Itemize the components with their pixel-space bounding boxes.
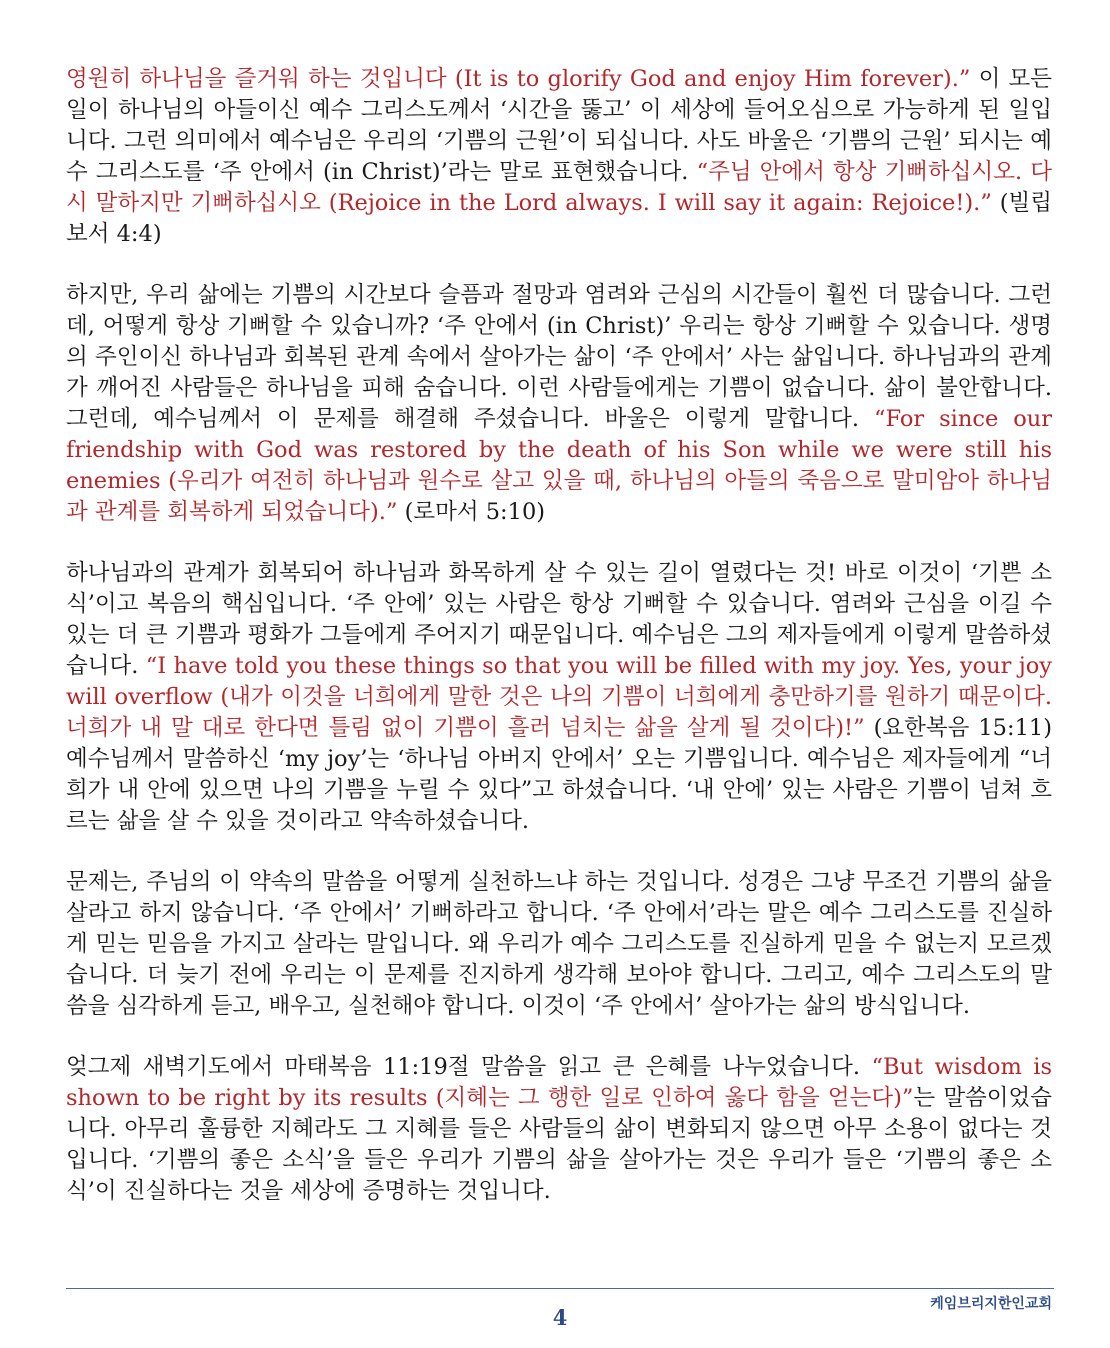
church-name: 케임브리지한인교회 (930, 1296, 1052, 1312)
text-run: “For since our friendship with God was restored by the death of his Son while we were still his enemies (우리가 여전히 하나님과 원수로 살고 있을 때, 하나님의 아들의 죽음으로 말미암아 하나님과 관계를 회복하게 되었습니다).” (66, 406, 1052, 525)
paragraph (66, 867, 1052, 1022)
text-run: 하나님과의 관계가 회복되어 하나님과 화목하게 살 수 있는 길이 열렸다는 것! 바로 이것이 ‘기쁜 소식’이고 복음의 핵심입니다. ‘주 안에’ 있는 사람은 항상 기뻐할 수 있습니다. 염려와 근심을 이길 수 있는 더 큰 기쁨과 평화가 그들에게 주어지기 때문입니다. 예수님은 그의 제자들에게 이렇게 말씀하셨습니다. (66, 560, 1052, 679)
text-run: “I have told you these things so that you will be filled with my joy. Yes, your joy will overflow (내가 이것을 너희에게 말한 것은 나의 기쁨이 너희에게 충만하기를 원하기 때문이다. 너희가 내 말 대로 한다면 틀림 없이 기쁨이 흘러 넘치는 삶을 살게 될 것이다)!” (66, 653, 1052, 741)
text-run: 영원히 하나님을 즐거워 하는 것입니다 (It is to glorify God and enjoy Him forever).” (66, 66, 971, 92)
text-run: 문제는, 주님의 이 약속의 말씀을 어떻게 실천하느냐 하는 것입니다. 성경은 그냥 무조건 기쁨의 삶을 살라고 하지 않습니다. ‘주 안에서’ 기뻐하라고 합니다. ‘주 안에서’라는 말은 예수 그리스도를 진실하게 믿는 믿음을 가지고 살라는 말입니다. 왜 우리가 예수 그리스도를 진실하게 믿을 수 없는지 모르겠습니다. 더 늦기 전에 우리는 이 문제를 진지하게 생각해 보아야 합니다. 그리고, 예수 그리스도의 말씀을 심각하게 듣고, 배우고, 실천해야 합니다. 이것이 ‘주 안에서’ 살아가는 삶의 방식입니다. (66, 869, 1052, 1019)
page-body (66, 64, 1052, 1237)
text-run: 는 말씀이었습니다. 아무리 훌륭한 지혜라도 그 지혜를 들은 사람들의 삶이 변화되지 않으면 아무 소용이 없다는 것입니다. ‘기쁨의 좋은 소식’을 들은 우리가 기쁨의 삶을 살아가는 것은 우리가 들은 ‘기쁨의 좋은 소식’이 진실하다는 것을 세상에 증명하는 것입니다. (66, 1085, 1052, 1204)
text-run: 이 모든 일이 하나님의 아들이신 예수 그리스도께서 ‘시간을 뚫고’ 이 세상에 들어오심으로 가능하게 된 일입니다. 그런 의미에서 예수님은 우리의 ‘기쁨의 근원’이 되십니다. 사도 바울은 ‘기쁨의 근원’ 되시는 예수 그리스도를 ‘주 안에서 (in Christ)’라는 말로 표현했습니다. (66, 66, 1053, 185)
text-run: (요한복음 15:11) 예수님께서 말씀하신 ‘my joy’는 ‘하나님 아버지 안에서’ 오는 기쁨입니다. 예수님은 제자들에게 “너희가 내 안에 있으면 나의 기쁨을 누릴 수 있다”고 하셨습니다. ‘내 안에’ 있는 사람은 기쁨이 넘쳐 흐르는 삶을 살 수 있을 것이라고 약속하셨습니다. (66, 715, 1052, 834)
paragraph (66, 1052, 1052, 1207)
page-number: 4 (552, 1305, 568, 1330)
text-run: (로마서 5:10) (397, 499, 546, 525)
text-run: “주님 안에서 항상 기뻐하십시오. 다시 말하지만 기뻐하십시오 (Rejoice in the Lord always. I will say it again: Rejoice!).” (66, 159, 1052, 216)
footer-divider (66, 1288, 1054, 1289)
paragraph (66, 64, 1052, 250)
text-run: (빌립보서 4:4) (66, 190, 1052, 247)
paragraph (66, 558, 1052, 837)
paragraph (66, 280, 1052, 528)
text-run: “But wisdom is shown to be right by its results (지혜는 그 행한 일로 인하여 옳다 함을 얻는다)” (66, 1054, 1052, 1111)
text-run: 엊그제 새벽기도에서 마태복음 11:19절 말씀을 읽고 큰 은혜를 나누었습니다. (66, 1054, 872, 1080)
text-run: 하지만, 우리 삶에는 기쁨의 시간보다 슬픔과 절망과 염려와 근심의 시간들이 훨씬 더 많습니다. 그런데, 어떻게 항상 기뻐할 수 있습니까? ‘주 안에서 (in Christ)’ 우리는 항상 기뻐할 수 있습니다. 생명의 주인이신 하나님과 회복된 관계 속에서 살아가는 삶이 ‘주 안에서’ 사는 삶입니다. 하나님과의 관계가 깨어진 사람들은 하나님을 피해 숨습니다. 이런 사람들에게는 기쁨이 없습니다. 삶이 불안합니다. 그런데, 예수님께서 이 문제를 해결해 주셨습니다. 바울은 이렇게 말합니다. (66, 282, 1052, 432)
